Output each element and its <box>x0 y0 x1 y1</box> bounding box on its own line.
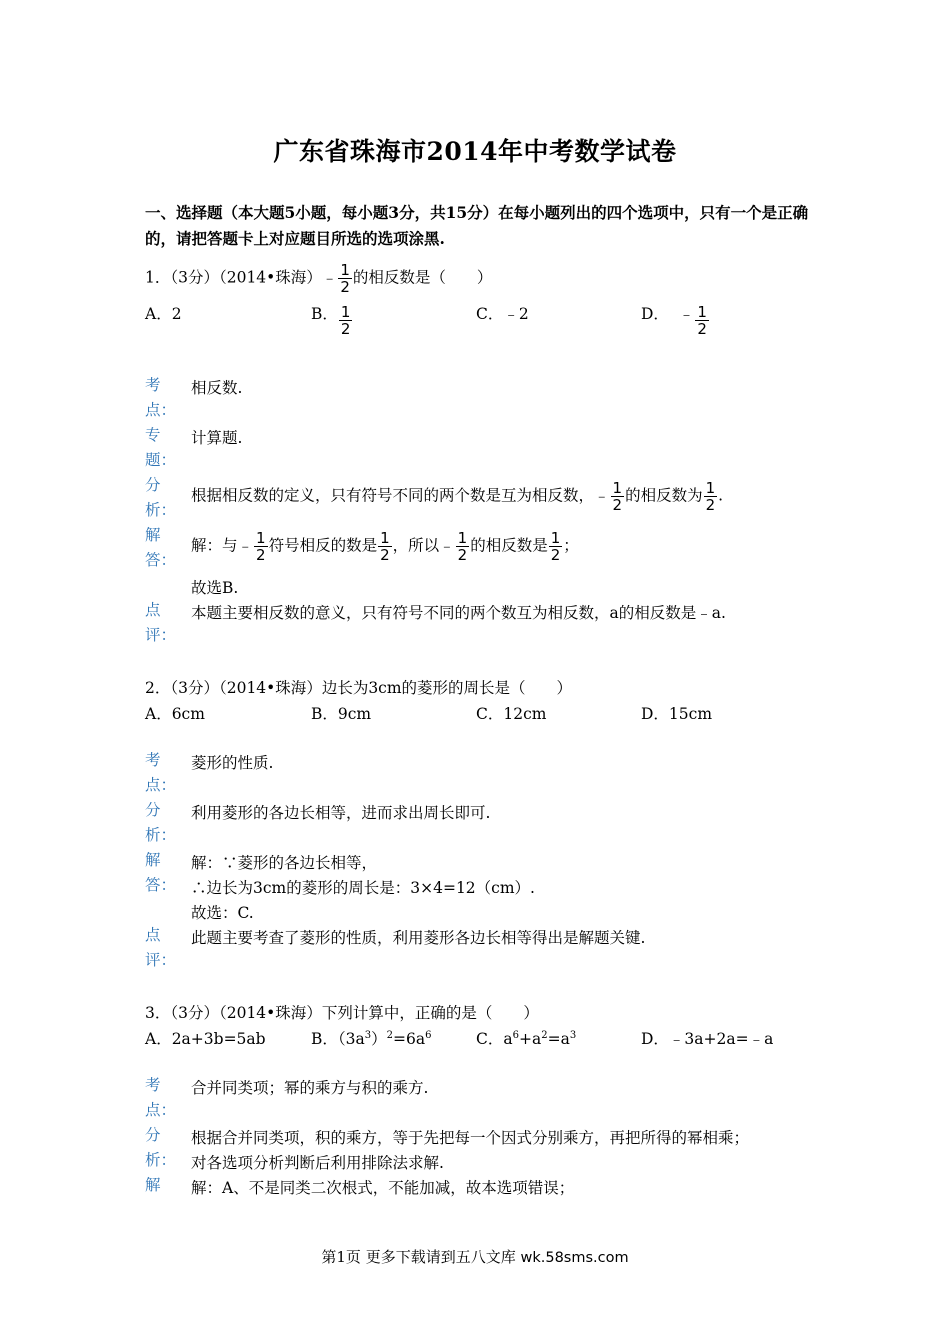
label-dianping: 点 评： <box>145 601 177 644</box>
q1-stem-suffix: 的相反数是（ ） <box>352 268 493 287</box>
q2-dianping: 此题主要考查了菱形的性质，利用菱形各边长相等得出是解题关键. <box>191 929 646 947</box>
q2-option-b: B．9cm <box>311 705 372 723</box>
q3-jieda-line1: 解：A、不是同类二次根式，不能加减，故本选项错误； <box>191 1179 575 1197</box>
q2-option-c: C．12cm <box>476 705 547 723</box>
label-jieda: 解 <box>145 1176 161 1194</box>
fraction-one-half: $\frac{1}{2}$ <box>457 529 468 564</box>
page-footer <box>0 1246 950 1267</box>
fraction-one-half: $\frac{1}{2}$ <box>705 479 716 514</box>
fraction-one-half: $\frac{1}{2}$ <box>340 261 350 296</box>
q1-option-d: D． ﹣ $\frac{1}{2}$ <box>641 303 707 338</box>
fraction-one-half: $\frac{1}{2}$ <box>550 529 561 564</box>
q1-minus: ﹣ <box>321 268 338 287</box>
label-jieda: 解 答： <box>145 526 177 569</box>
page-title: 广东省珠海市2014年中考数学试卷 <box>273 137 677 166</box>
label-kaodian: 考 点： <box>145 376 177 419</box>
q2-jieda-line2: ∴边长为3cm的菱形的周长是：3×4=12（cm）. <box>191 879 535 897</box>
q2-kaodian: 菱形的性质. <box>191 754 274 772</box>
q1-stem-prefix: 1．（3分）（2014•珠海） <box>145 268 322 287</box>
q2-jieda-line1: 解：∵菱形的各边长相等， <box>191 854 378 872</box>
fraction-one-half: $\frac{1}{2}$ <box>340 303 351 338</box>
fraction-one-half: $\frac{1}{2}$ <box>380 529 390 564</box>
label-kaodian: 考 点： <box>145 751 177 794</box>
label-dianping: 点 评： <box>145 926 177 969</box>
footer-page-number: 第1页 <box>321 1248 361 1266</box>
fraction-one-half: $\frac{1}{2}$ <box>612 479 623 514</box>
q3-fenxi-line2: 对各选项分析判断后利用排除法求解. <box>191 1154 444 1172</box>
q2-option-d: D．15cm <box>641 705 713 723</box>
q3-kaodian: 合并同类项；幂的乘方与积的乘方. <box>191 1079 429 1097</box>
footer-site-link[interactable]: wk.58sms.com <box>520 1250 629 1266</box>
q2-option-a: A．6cm <box>145 705 205 723</box>
question-1-stem <box>145 262 492 295</box>
q3-option-c: C．$a^6+a^2=a^3$ <box>476 1029 577 1048</box>
q2-fenxi: 利用菱形的各边长相等，进而求出周长即可. <box>191 804 491 822</box>
label-jieda: 解 答： <box>145 851 177 894</box>
label-fenxi: 分 析： <box>145 801 177 844</box>
footer-more-text: 更多下载请到五八文库 <box>365 1248 516 1266</box>
q3-option-a: A．2a+3b=5ab <box>145 1030 266 1048</box>
q1-jieda: 解：与﹣ $\frac{1}{2}$ 符号相反的数是 $\frac{1}{2}$ ，所以﹣ $\frac{1}{2}$ 的相反数是 $\frac{1}{2}$ ； <box>191 529 579 564</box>
label-fenxi: 分 析： <box>145 1126 177 1169</box>
q1-dianping: 本题主要相反数的意义，只有符号不同的两个数互为相反数，a的相反数是﹣a. <box>191 604 726 622</box>
fraction-one-half: $\frac{1}{2}$ <box>256 529 266 564</box>
q1-option-c: C．﹣2 <box>476 305 529 323</box>
fraction-one-half: $\frac{1}{2}$ <box>697 303 707 338</box>
question-3-stem: 3．（3分）（2014•珠海）下列计算中，正确的是（ ） <box>145 1004 539 1022</box>
label-zhuanti: 专 题： <box>145 426 177 469</box>
q3-option-d: D．﹣3a+2a=﹣a <box>641 1030 774 1048</box>
q1-kaodian: 相反数. <box>191 379 243 397</box>
label-kaodian: 考 点： <box>145 1076 177 1119</box>
q1-option-b: B． $\frac{1}{2}$ <box>311 303 351 338</box>
q1-jieda-line2: 故选B. <box>191 579 239 597</box>
q1-zhuanti: 计算题. <box>191 429 243 447</box>
question-2-stem: 2．（3分）（2014•珠海）边长为3cm的菱形的周长是（ ） <box>145 679 573 697</box>
label-fenxi: 分 析： <box>145 476 177 519</box>
q2-jieda-line3: 故选：C. <box>191 904 254 922</box>
q3-option-b: B．$(3a^3)^2=6a^6$ <box>311 1029 432 1048</box>
section-heading: 一、选择题（本大题5小题，每小题3分，共15分）在每小题列出的四个选项中，只有一个是正确的，请把答题卡上对应题目所选的选项涂黑. <box>145 203 809 248</box>
q3-fenxi-line1: 根据合并同类项，积的乘方，等于先把每一个因式分别乘方，再把所得的幂相乘； <box>191 1129 750 1147</box>
q1-fenxi: 根据相反数的定义，只有符号不同的两个数是互为相反数，﹣ $\frac{1}{2}$ 的相反数为 $\frac{1}{2}$ . <box>191 479 724 514</box>
q1-option-a: A．2 <box>145 305 182 323</box>
